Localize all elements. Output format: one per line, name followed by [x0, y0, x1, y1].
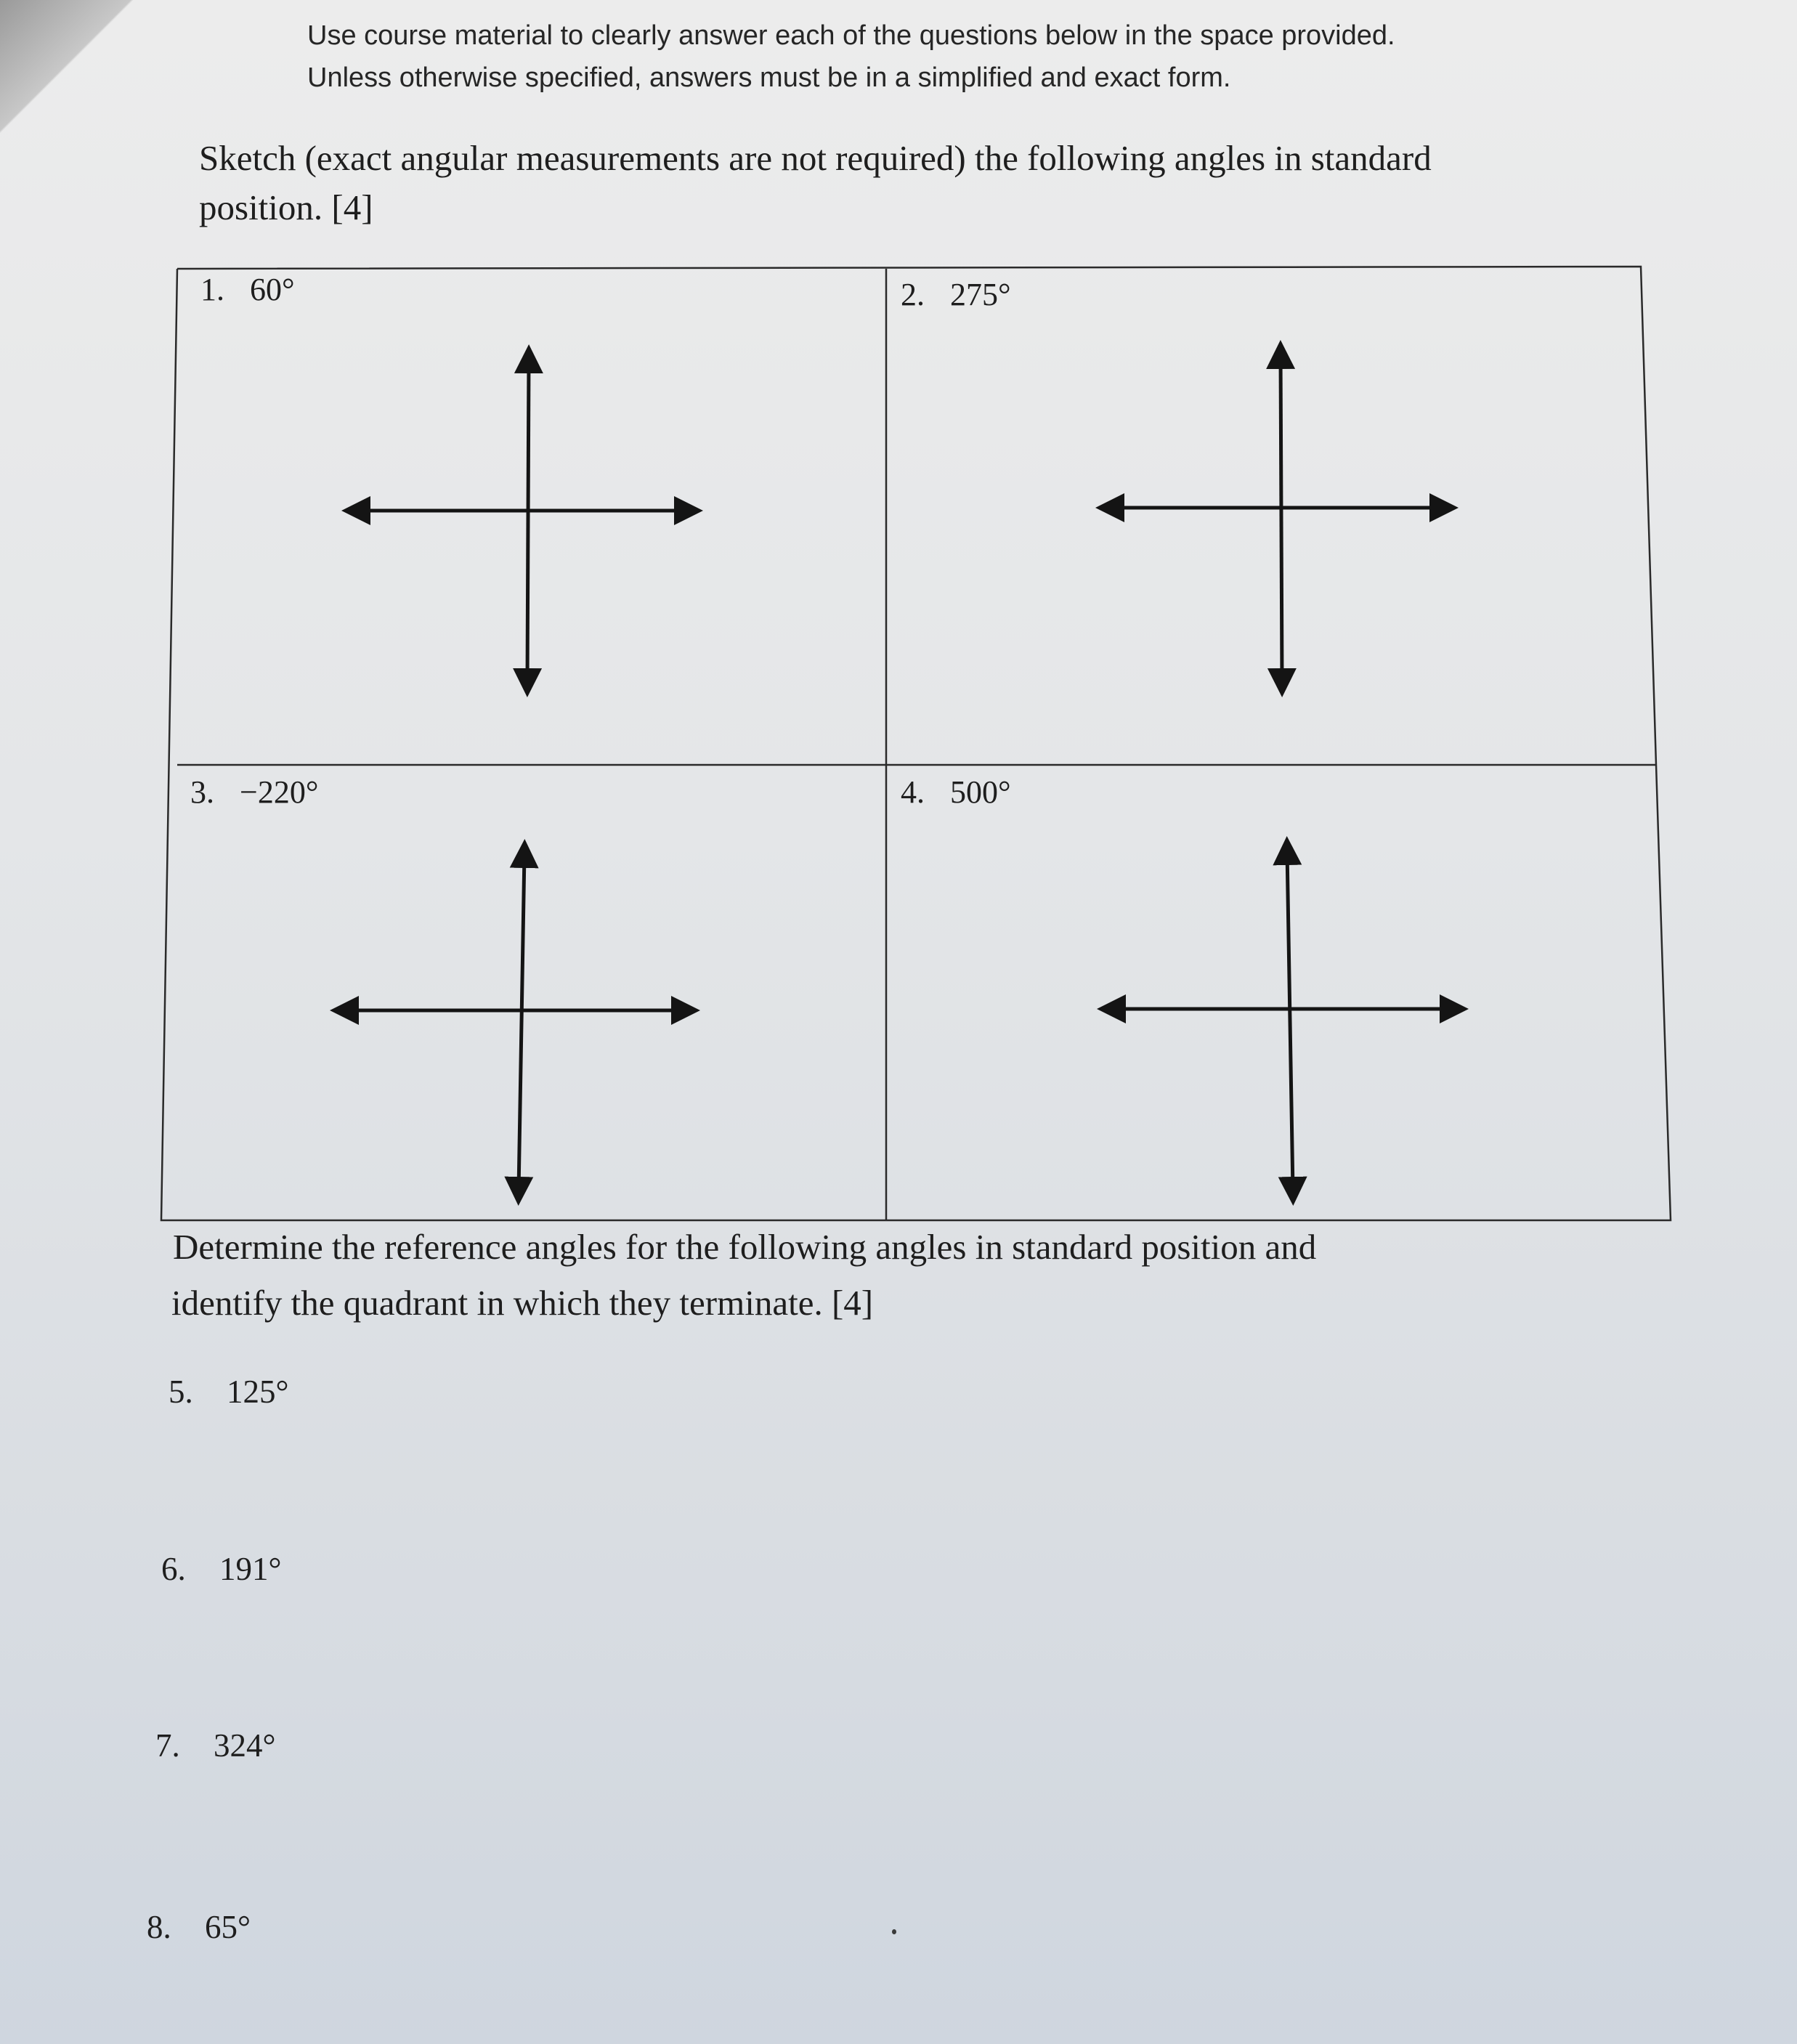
question-6-angle: 191° [219, 1551, 282, 1587]
cell-1-angle: 60° [250, 272, 295, 307]
cell-3-angle: −220° [240, 774, 319, 810]
question-7-number: 7. [155, 1727, 180, 1764]
question-7-angle: 324° [214, 1727, 276, 1764]
reference-prompt-line-2: identify the quadrant in which they terminate. [4] [171, 1283, 874, 1323]
cell-2-number: 2. [901, 277, 925, 312]
reference-prompt-line-1: Determine the reference angles for the following angles in standard position and [173, 1227, 1317, 1267]
instructions-line-2: Unless otherwise specified, answers must be in a simplified and exact form. [307, 62, 1231, 93]
sketch-prompt-line-2: position. [4] [199, 187, 373, 227]
instructions-line-1: Use course material to clearly answer each of the questions below in the space provided. [307, 20, 1395, 51]
cell-4-label [901, 774, 1011, 811]
question-8-number: 8. [147, 1909, 171, 1945]
question-6 [161, 1550, 282, 1588]
question-7 [155, 1727, 276, 1764]
cell-2-angle: 275° [950, 277, 1011, 312]
cell-4-number: 4. [901, 774, 925, 810]
question-5-number: 5. [169, 1374, 193, 1410]
axes-cell-2 [1110, 354, 1444, 683]
cell-3-label [190, 774, 318, 811]
question-6-number: 6. [161, 1551, 186, 1587]
question-8 [147, 1908, 251, 1946]
cell-4-angle: 500° [950, 774, 1011, 810]
axes-cell-4 [1111, 851, 1454, 1191]
axes-cell-3 [344, 853, 686, 1191]
cell-2-label [901, 276, 1011, 313]
cell-1-number: 1. [200, 272, 224, 307]
cell-1-label [200, 271, 295, 308]
grid-lines [161, 267, 1671, 1220]
question-5 [169, 1373, 289, 1411]
paper-corner-shadow [0, 0, 145, 145]
question-8-angle: 65° [205, 1909, 251, 1945]
sketch-prompt-line-1: Sketch (exact angular measurements are not required) the following angles in standard [199, 138, 1432, 178]
cell-3-number: 3. [190, 774, 214, 810]
question-5-angle: 125° [227, 1374, 289, 1410]
axes-cell-1 [356, 359, 689, 683]
pencil-dot [892, 1929, 896, 1934]
